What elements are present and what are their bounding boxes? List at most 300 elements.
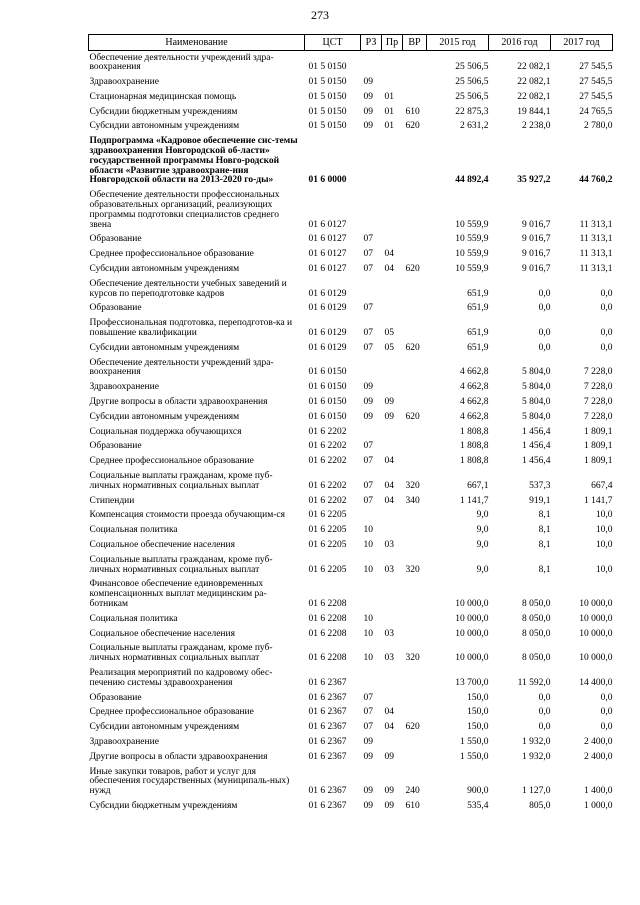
cell-rz: 10 <box>363 653 373 664</box>
table-row <box>89 51 613 76</box>
cell-2015: 10 000,0 <box>455 653 489 664</box>
cell-pr: 01 <box>384 91 394 102</box>
cell-rz: 07 <box>363 234 373 245</box>
cell-name: Социальные выплаты гражданам, кроме пуб-личных нормативных социальных выплат <box>89 471 273 491</box>
header-row <box>89 35 613 51</box>
cell-2016: 1 456,4 <box>522 456 551 467</box>
table-row <box>89 105 613 120</box>
cell-2017: 10,0 <box>595 510 613 521</box>
cell-vr <box>403 706 427 721</box>
cell-2015: 13 700,0 <box>455 677 489 688</box>
cell-2017: 10,0 <box>595 539 613 550</box>
cell-pr: 09 <box>384 800 394 811</box>
cell-2016: 1 127,0 <box>522 786 551 797</box>
cell-vr <box>403 538 427 553</box>
header-2017: 2017 год <box>551 35 613 51</box>
cell-rz: 09 <box>363 382 373 393</box>
cell-name: Компенсация стоимости проезда обучающим-ся <box>89 510 285 521</box>
cell-2017: 0,0 <box>600 303 613 314</box>
cell-2015: 651,9 <box>467 288 489 299</box>
cell-2015: 667,1 <box>467 480 489 491</box>
cell-rz <box>361 135 382 189</box>
cell-cst: 01 6 2367 <box>308 722 347 733</box>
cell-pr: 09 <box>384 786 394 797</box>
cell-rz: 09 <box>363 91 373 102</box>
cell-vr: 320 <box>405 480 420 491</box>
cell-2016: 0,0 <box>538 707 551 718</box>
cell-2016: 9 016,7 <box>522 219 551 230</box>
cell-2017: 10 000,0 <box>579 598 613 609</box>
cell-name: Реализация мероприятий по кадровому обес-печению системы здравоохранения <box>89 667 273 688</box>
cell-2017: 1 809,1 <box>584 426 613 437</box>
cell-cst: 01 6 2205 <box>308 525 347 536</box>
table-row <box>89 317 613 342</box>
cell-2015: 1 808,8 <box>460 441 489 452</box>
cell-rz: 10 <box>363 613 373 624</box>
cell-rz: 07 <box>363 249 373 260</box>
cell-rz: 07 <box>363 328 373 339</box>
cell-vr: 340 <box>405 495 420 506</box>
cell-2015: 1 550,0 <box>460 751 489 762</box>
cell-2017: 11 313,1 <box>579 234 613 245</box>
cell-name: Среднее профессиональное образование <box>89 249 254 260</box>
cell-rz: 09 <box>363 786 373 797</box>
cell-2015: 2 631,2 <box>460 121 489 132</box>
cell-2017: 10 000,0 <box>579 613 613 624</box>
cell-name: Здравоохранение <box>89 736 159 747</box>
cell-2017: 0,0 <box>600 707 613 718</box>
header-rz: РЗ <box>361 35 382 51</box>
cell-pr: 04 <box>384 249 394 260</box>
cell-cst: 01 6 2367 <box>308 800 347 811</box>
table-row <box>89 553 613 578</box>
cell-2015: 9,0 <box>476 564 489 575</box>
cell-pr: 09 <box>384 751 394 762</box>
cell-vr <box>403 76 427 91</box>
cell-2015: 651,9 <box>467 342 489 353</box>
cell-vr: 320 <box>405 653 420 664</box>
cell-2017: 0,0 <box>600 342 613 353</box>
cell-rz: 10 <box>363 539 373 550</box>
cell-2017: 1 809,1 <box>584 456 613 467</box>
cell-2015: 535,4 <box>467 800 489 811</box>
cell-2015: 10 559,9 <box>455 264 489 275</box>
cell-name: Субсидии автономным учреждениям <box>89 121 240 132</box>
cell-cst: 01 6 2202 <box>308 441 347 452</box>
table-row <box>89 410 613 425</box>
cell-2016: 5 804,0 <box>522 367 551 378</box>
cell-name: Субсидии автономным учреждениям <box>89 411 240 422</box>
cell-rz: 10 <box>363 628 373 639</box>
cell-name: Социальная поддержка обучающихся <box>89 426 242 437</box>
cell-name: Образование <box>89 692 142 703</box>
cell-pr <box>382 302 403 317</box>
cell-cst: 01 5 0150 <box>308 91 347 102</box>
cell-pr: 03 <box>384 564 394 575</box>
cell-name: Среднее профессиональное образование <box>89 707 254 718</box>
cell-2016: 22 082,1 <box>517 77 551 88</box>
cell-rz: 09 <box>363 411 373 422</box>
cell-pr: 01 <box>384 121 394 132</box>
cell-rz: 09 <box>363 736 373 747</box>
cell-name: Обеспечение деятельности профессиональных образовательных организаций, реализующих программы подготовки специалистов среднего звена <box>89 190 280 230</box>
cell-pr <box>382 356 403 381</box>
cell-2017: 1 000,0 <box>584 800 613 811</box>
cell-vr <box>403 666 427 691</box>
cell-2015: 4 662,8 <box>460 397 489 408</box>
cell-name: Социальное обеспечение населения <box>89 628 235 639</box>
cell-cst: 01 5 0150 <box>308 77 347 88</box>
table-row <box>89 356 613 381</box>
table-row <box>89 612 613 627</box>
cell-pr: 09 <box>384 397 394 408</box>
cell-pr <box>382 189 403 233</box>
cell-2016: 1 456,4 <box>522 441 551 452</box>
cell-2017: 1 809,1 <box>584 441 613 452</box>
header-vr: ВР <box>403 35 427 51</box>
table-row <box>89 691 613 706</box>
cell-2016: 9 016,7 <box>522 264 551 275</box>
cell-2016: 8 050,0 <box>522 653 551 664</box>
cell-pr <box>382 51 403 76</box>
cell-rz: 07 <box>363 264 373 275</box>
cell-vr <box>403 277 427 302</box>
header-2015: 2015 год <box>427 35 489 51</box>
cell-2015: 651,9 <box>467 303 489 314</box>
table-row <box>89 76 613 91</box>
table-row <box>89 120 613 135</box>
cell-rz <box>361 189 382 233</box>
table-body <box>89 51 613 815</box>
cell-cst: 01 5 0150 <box>308 121 347 132</box>
table-row <box>89 248 613 263</box>
header-name: Наименование <box>89 35 305 51</box>
cell-2016: 5 804,0 <box>522 382 551 393</box>
cell-rz: 10 <box>363 525 373 536</box>
cell-2015: 10 559,9 <box>455 219 489 230</box>
cell-name: Иные закупки товаров, работ и услуг для обеспечения государственных (муниципаль-ных) нужд <box>89 766 290 797</box>
cell-2015: 10 559,9 <box>455 249 489 260</box>
cell-2017: 1 400,0 <box>584 786 613 797</box>
cell-rz: 09 <box>363 751 373 762</box>
cell-2015: 25 506,5 <box>455 91 489 102</box>
cell-pr: 09 <box>384 411 394 422</box>
cell-2017: 1 141,7 <box>584 495 613 506</box>
cell-name: Стационарная медицинская помощь <box>89 91 237 102</box>
cell-rz: 09 <box>363 106 373 117</box>
cell-cst: 01 6 0150 <box>308 397 347 408</box>
cell-rz: 10 <box>363 564 373 575</box>
cell-pr: 03 <box>384 628 394 639</box>
cell-2017: 14 400,0 <box>579 677 613 688</box>
cell-2015: 4 662,8 <box>460 382 489 393</box>
cell-vr <box>403 455 427 470</box>
table-row <box>89 470 613 495</box>
cell-name: Субсидии автономным учреждениям <box>89 722 240 733</box>
cell-2016: 35 927,2 <box>517 175 551 186</box>
cell-vr: 320 <box>405 564 420 575</box>
cell-rz: 07 <box>363 707 373 718</box>
cell-2016: 8 050,0 <box>522 598 551 609</box>
cell-vr <box>403 425 427 440</box>
cell-2016: 0,0 <box>538 288 551 299</box>
header-2016: 2016 год <box>489 35 551 51</box>
cell-2016: 2 238,0 <box>522 121 551 132</box>
cell-2017: 2 400,0 <box>584 736 613 747</box>
cell-cst: 01 6 0127 <box>308 249 347 260</box>
cell-rz <box>361 509 382 524</box>
cell-rz: 07 <box>363 495 373 506</box>
cell-cst: 01 6 2367 <box>308 707 347 718</box>
cell-name: Социальная политика <box>89 613 178 624</box>
cell-rz: 07 <box>363 722 373 733</box>
cell-2016: 1 932,0 <box>522 736 551 747</box>
cell-2016: 919,1 <box>529 495 551 506</box>
table-row <box>89 90 613 105</box>
cell-cst: 01 6 2205 <box>308 564 347 575</box>
cell-2017: 0,0 <box>600 328 613 339</box>
cell-vr <box>403 612 427 627</box>
table-row <box>89 799 613 814</box>
cell-rz <box>361 277 382 302</box>
table-row <box>89 627 613 642</box>
cell-pr: 05 <box>384 342 394 353</box>
cell-rz: 09 <box>363 800 373 811</box>
cell-2017: 7 228,0 <box>584 367 613 378</box>
cell-2015: 25 506,5 <box>455 62 489 73</box>
cell-cst: 01 6 0150 <box>308 367 347 378</box>
cell-2016: 22 082,1 <box>517 91 551 102</box>
cell-2015: 651,9 <box>467 328 489 339</box>
cell-vr <box>403 135 427 189</box>
budget-table <box>88 34 613 814</box>
cell-2017: 10,0 <box>595 525 613 536</box>
cell-2016: 8 050,0 <box>522 613 551 624</box>
cell-2016: 0,0 <box>538 342 551 353</box>
cell-2017: 10 000,0 <box>579 628 613 639</box>
table-row <box>89 381 613 396</box>
cell-vr: 620 <box>405 722 420 733</box>
page-number: 273 <box>311 8 329 22</box>
cell-2017: 2 400,0 <box>584 751 613 762</box>
cell-vr: 620 <box>405 121 420 132</box>
cell-cst: 01 6 2367 <box>308 736 347 747</box>
cell-pr <box>382 277 403 302</box>
cell-pr <box>382 735 403 750</box>
table-row <box>89 666 613 691</box>
cell-vr: 610 <box>405 106 420 117</box>
cell-2015: 1 808,8 <box>460 426 489 437</box>
cell-2016: 11 592,0 <box>517 677 551 688</box>
cell-2017: 0,0 <box>600 288 613 299</box>
cell-pr <box>382 524 403 539</box>
cell-name: Другие вопросы в области здравоохранения <box>89 397 268 408</box>
cell-2015: 44 892,4 <box>455 175 489 186</box>
cell-2017: 11 313,1 <box>579 219 613 230</box>
cell-cst: 01 6 2208 <box>308 653 347 664</box>
cell-pr: 04 <box>384 480 394 491</box>
cell-2015: 10 000,0 <box>455 628 489 639</box>
cell-2015: 1 141,7 <box>460 495 489 506</box>
cell-cst: 01 6 2208 <box>308 598 347 609</box>
cell-2017: 27 545,5 <box>579 62 613 73</box>
cell-rz: 09 <box>363 121 373 132</box>
cell-2015: 4 662,8 <box>460 367 489 378</box>
cell-cst: 01 5 0150 <box>308 106 347 117</box>
table-header <box>89 35 613 51</box>
cell-cst: 01 6 2208 <box>308 628 347 639</box>
cell-name: Финансовое обеспечение единовременных компенсационных выплат медицинским ра-ботникам <box>89 579 267 609</box>
cell-cst: 01 6 2367 <box>308 692 347 703</box>
table-row <box>89 538 613 553</box>
header-cst: ЦСТ <box>305 35 361 51</box>
cell-cst: 01 6 0150 <box>308 382 347 393</box>
table-row <box>89 277 613 302</box>
cell-2015: 25 506,5 <box>455 77 489 88</box>
cell-2017: 24 765,5 <box>579 106 613 117</box>
cell-vr <box>403 381 427 396</box>
cell-pr <box>382 612 403 627</box>
cell-2016: 1 932,0 <box>522 751 551 762</box>
cell-name: Обеспечение деятельности учреждений здра-воохранения <box>89 52 274 73</box>
cell-cst: 01 6 0129 <box>308 288 347 299</box>
cell-2016: 5 804,0 <box>522 397 551 408</box>
cell-pr: 04 <box>384 495 394 506</box>
cell-pr: 03 <box>384 653 394 664</box>
table-row <box>89 135 613 189</box>
cell-2016: 8,1 <box>538 564 551 575</box>
cell-name: Социальное обеспечение населения <box>89 539 235 550</box>
cell-vr <box>403 578 427 612</box>
cell-2016: 8 050,0 <box>522 628 551 639</box>
cell-2015: 9,0 <box>476 510 489 521</box>
cell-pr <box>382 578 403 612</box>
cell-rz: 07 <box>363 303 373 314</box>
cell-2016: 22 082,1 <box>517 62 551 73</box>
cell-vr <box>403 233 427 248</box>
cell-vr: 240 <box>405 786 420 797</box>
cell-name: Обеспечение деятельности учебных заведений и курсов по переподготовке кадров <box>89 278 287 299</box>
cell-2016: 1 456,4 <box>522 426 551 437</box>
cell-2017: 10,0 <box>595 564 613 575</box>
cell-name: Здравоохранение <box>89 77 159 88</box>
cell-name: Образование <box>89 303 142 314</box>
cell-2015: 10 000,0 <box>455 598 489 609</box>
cell-cst: 01 6 2208 <box>308 613 347 624</box>
cell-cst: 01 5 0150 <box>308 62 347 73</box>
cell-name: Образование <box>89 441 142 452</box>
cell-2016: 537,3 <box>529 480 551 491</box>
cell-pr <box>382 440 403 455</box>
cell-2016: 0,0 <box>538 303 551 314</box>
table-row <box>89 440 613 455</box>
cell-rz <box>361 578 382 612</box>
cell-cst: 01 6 0129 <box>308 303 347 314</box>
cell-name: Субсидии бюджетным учреждениям <box>89 106 238 117</box>
cell-cst: 01 6 2202 <box>308 426 347 437</box>
cell-rz: 07 <box>363 342 373 353</box>
table-row <box>89 455 613 470</box>
cell-cst: 01 6 2367 <box>308 751 347 762</box>
table-row <box>89 233 613 248</box>
cell-rz <box>361 425 382 440</box>
cell-2017: 2 780,0 <box>584 121 613 132</box>
cell-vr <box>403 750 427 765</box>
cell-2015: 4 662,8 <box>460 411 489 422</box>
cell-name: Стипендии <box>89 495 135 506</box>
cell-name: Здравоохранение <box>89 382 159 393</box>
cell-pr <box>382 509 403 524</box>
cell-vr: 610 <box>405 800 420 811</box>
cell-vr <box>403 509 427 524</box>
cell-2015: 9,0 <box>476 525 489 536</box>
cell-pr: 05 <box>384 328 394 339</box>
cell-cst: 01 6 0150 <box>308 411 347 422</box>
cell-cst: 01 6 2367 <box>308 677 347 688</box>
cell-pr <box>382 381 403 396</box>
cell-vr <box>403 356 427 381</box>
cell-2015: 10 559,9 <box>455 234 489 245</box>
cell-2017: 27 545,5 <box>579 77 613 88</box>
cell-name: Субсидии бюджетным учреждениям <box>89 800 238 811</box>
cell-2015: 150,0 <box>467 707 489 718</box>
cell-name: Социальные выплаты гражданам, кроме пуб-личных нормативных социальных выплат <box>89 554 273 575</box>
cell-vr <box>403 691 427 706</box>
header-pr: Пр <box>382 35 403 51</box>
cell-name: Другие вопросы в области здравоохранения <box>89 751 268 762</box>
cell-name: Среднее профессиональное образование <box>89 456 254 467</box>
cell-vr: 620 <box>405 342 420 353</box>
cell-pr <box>382 666 403 691</box>
cell-vr <box>403 51 427 76</box>
cell-2016: 9 016,7 <box>522 249 551 260</box>
table-row <box>89 721 613 736</box>
cell-pr: 01 <box>384 106 394 117</box>
cell-rz <box>361 666 382 691</box>
cell-2016: 0,0 <box>538 328 551 339</box>
cell-2017: 0,0 <box>600 722 613 733</box>
cell-rz: 09 <box>363 397 373 408</box>
cell-2017: 7 228,0 <box>584 382 613 393</box>
table-row <box>89 494 613 509</box>
cell-2015: 900,0 <box>467 786 489 797</box>
cell-vr: 620 <box>405 411 420 422</box>
cell-name: Подпрограмма «Кадровое обеспечение сис-темы здравоохранения Новгородской об-ласти» государственной программы Новго-родской области «Развитие здравоохране-ния Новгородской области на 2013-2020 го-ды» <box>89 136 298 186</box>
cell-name: Профессиональная подготовка, переподготов-ка и повышение квалификации <box>89 318 293 339</box>
cell-2017: 7 228,0 <box>584 397 613 408</box>
cell-cst: 01 6 0000 <box>308 175 347 186</box>
cell-name: Субсидии автономным учреждениям <box>89 342 240 353</box>
cell-name: Социальная политика <box>89 525 178 536</box>
table-row <box>89 735 613 750</box>
cell-pr: 04 <box>384 456 394 467</box>
cell-cst: 01 6 0129 <box>308 328 347 339</box>
cell-vr <box>403 735 427 750</box>
cell-pr <box>382 76 403 91</box>
cell-2015: 22 875,3 <box>455 106 489 117</box>
cell-2017: 7 228,0 <box>584 411 613 422</box>
table-row <box>89 263 613 278</box>
cell-cst: 01 6 0127 <box>308 219 347 230</box>
cell-vr <box>403 302 427 317</box>
cell-cst: 01 6 2202 <box>308 480 347 491</box>
table-row <box>89 750 613 765</box>
cell-name: Социальные выплаты гражданам, кроме пуб-личных нормативных социальных выплат <box>89 643 273 664</box>
cell-2016: 8,1 <box>538 510 551 521</box>
cell-2015: 150,0 <box>467 722 489 733</box>
cell-cst: 01 6 2205 <box>308 510 347 521</box>
table-row <box>89 642 613 667</box>
